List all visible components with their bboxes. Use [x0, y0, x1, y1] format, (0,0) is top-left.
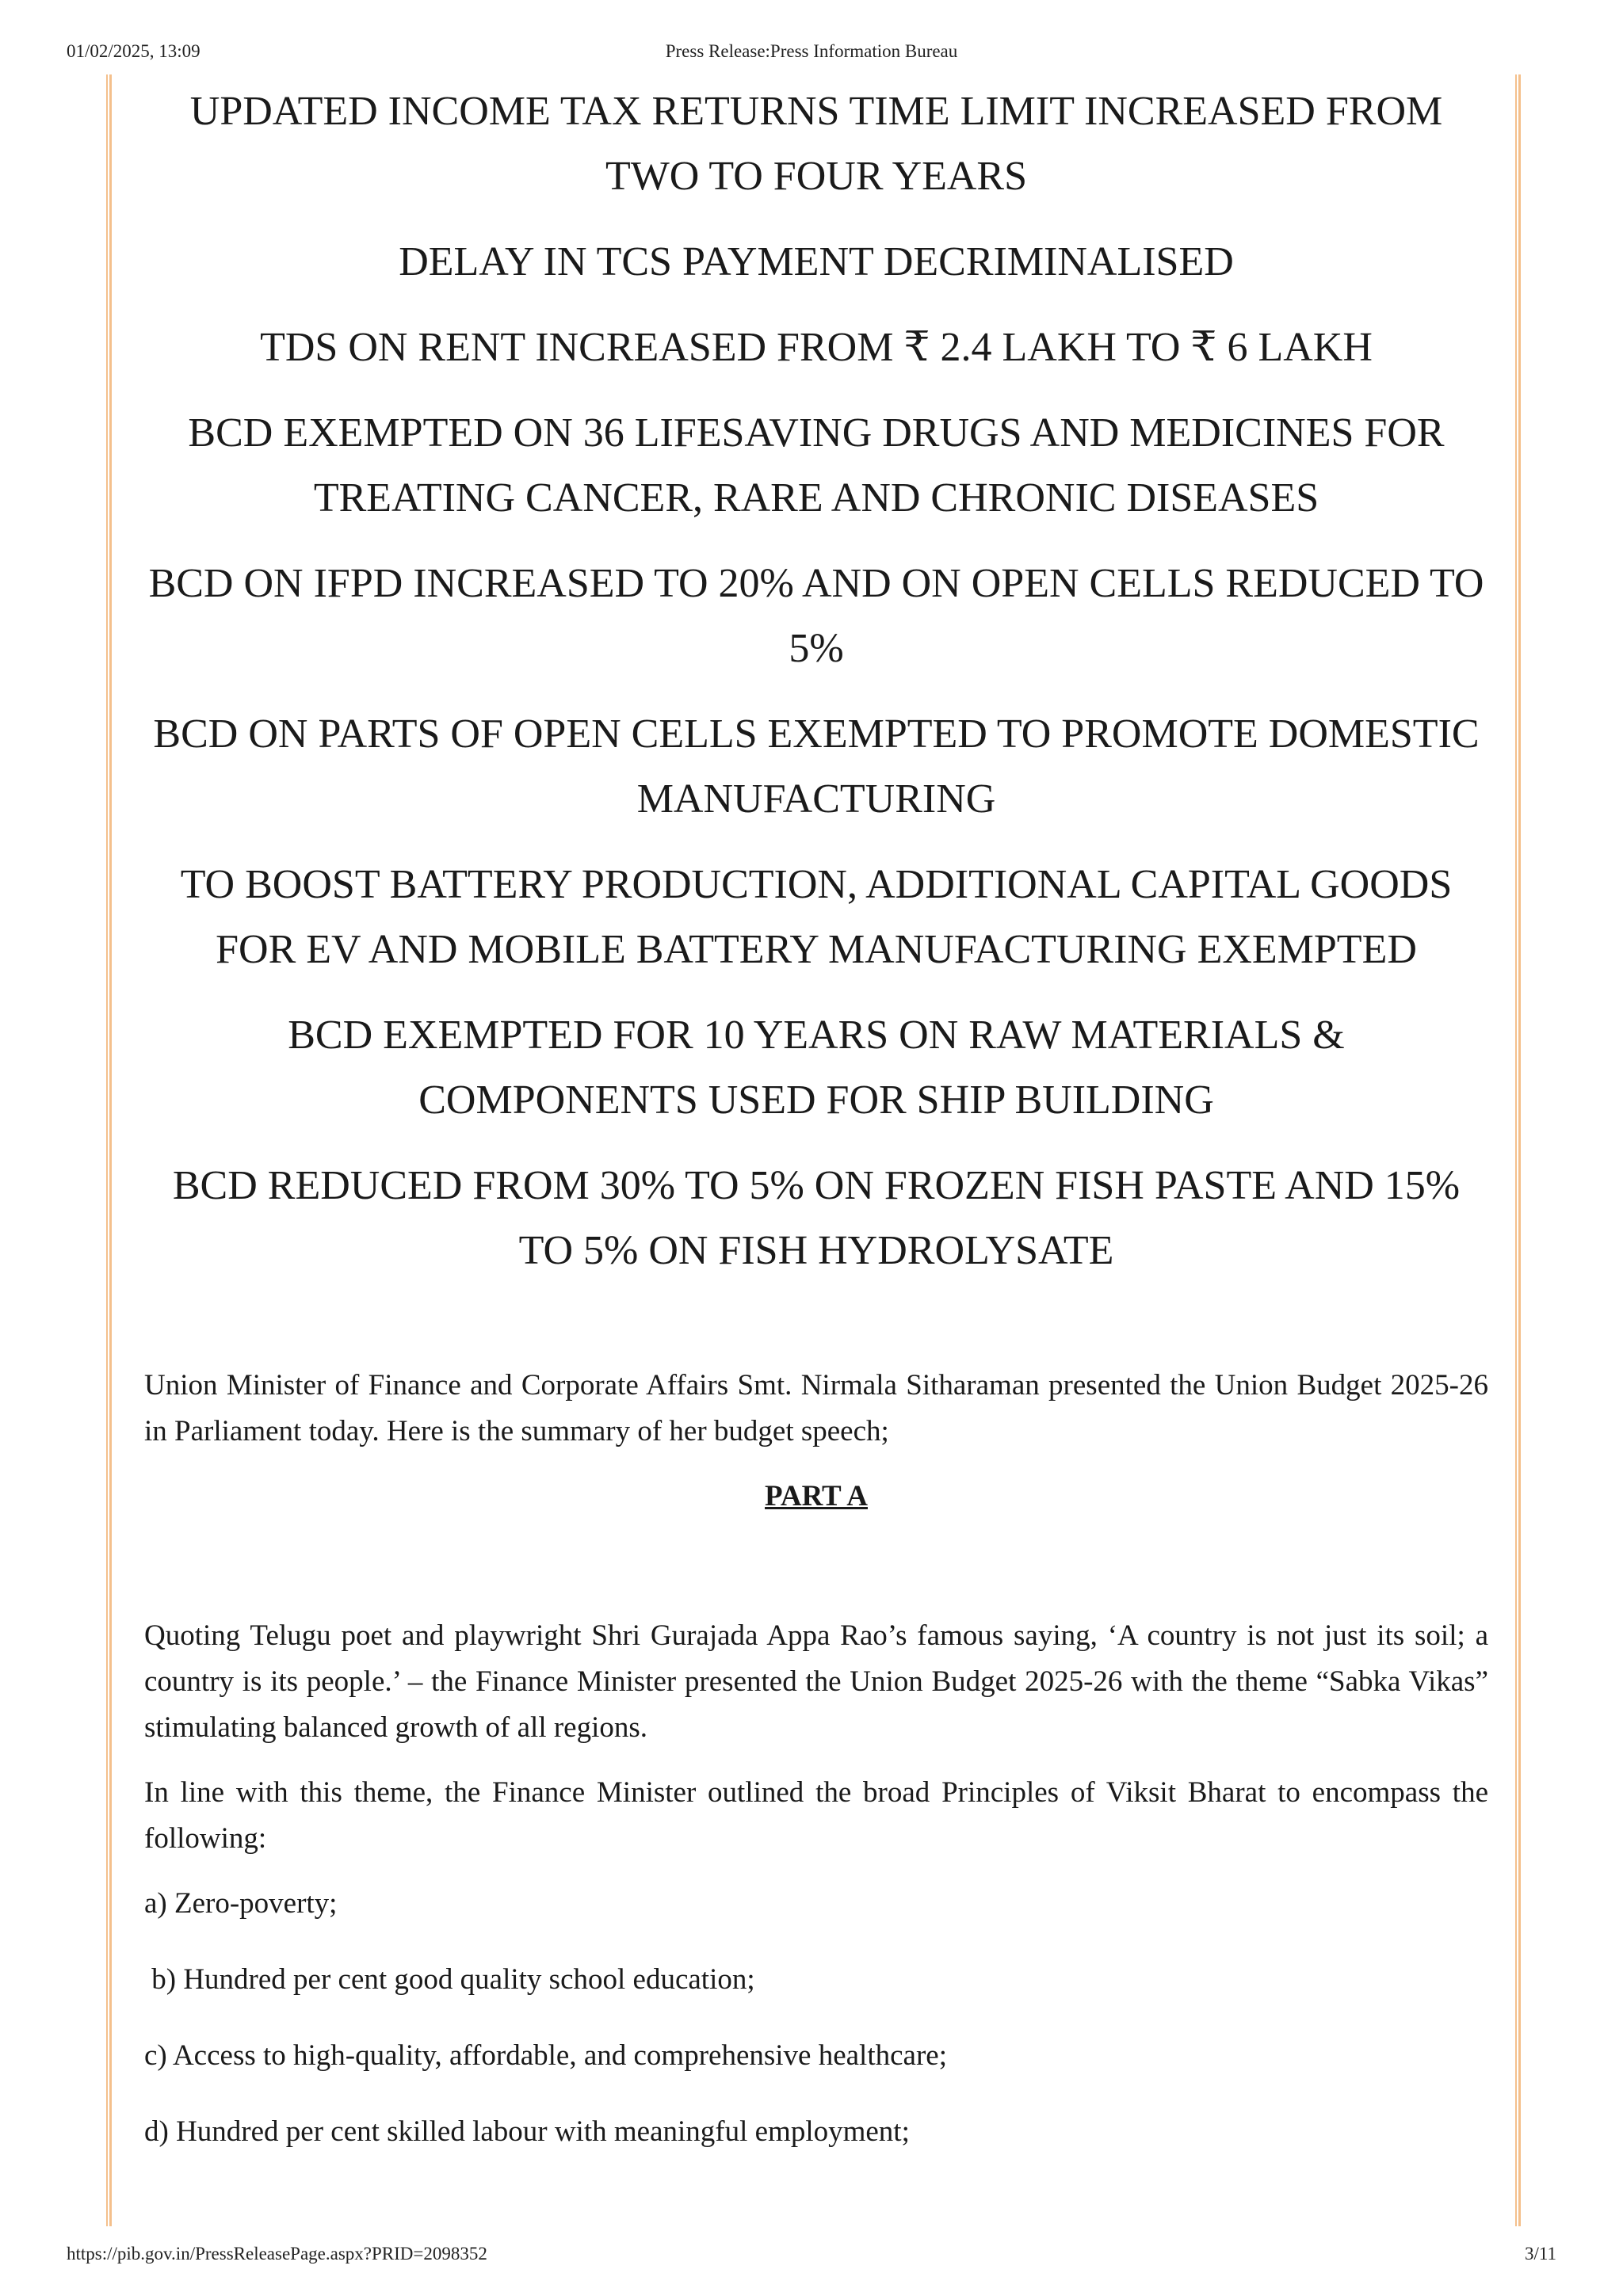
- headline: DELAY IN TCS PAYMENT DECRIMINALISED: [399, 239, 1234, 284]
- headline: BCD REDUCED FROM 30% TO 5% ON FROZEN FISH PASTE AND 15% TO 5% ON FISH HYDROLYSATE: [172, 1163, 1461, 1273]
- headline: TDS ON RENT INCREASED FROM ₹ 2.4 LAKH TO ₹ 6 LAKH: [260, 325, 1373, 370]
- list-item: b) Hundred per cent good quality school education;: [144, 1963, 755, 1996]
- print-footer: [67, 2244, 1556, 2271]
- intro-paragraph: Union Minister of Finance and Corporate Affairs Smt. Nirmala Sitharaman presented the Union Budget 2025-26 in Parliament today. Here is the summary of her budget speech;: [144, 1369, 1488, 1447]
- press-release-content: [144, 79, 1488, 2185]
- print-page-title: Press Release:Press Information Bureau: [665, 41, 958, 61]
- headline: BCD EXEMPTED FOR 10 YEARS ON RAW MATERIALS & COMPONENTS USED FOR SHIP BUILDING: [288, 1013, 1345, 1123]
- list-item: a) Zero-poverty;: [144, 1887, 338, 1920]
- headline: BCD EXEMPTED ON 36 LIFESAVING DRUGS AND MEDICINES FOR TREATING CANCER, RARE AND CHRONIC DISEASES: [188, 410, 1445, 521]
- list-item: d) Hundred per cent skilled labour with meaningful employment;: [144, 2115, 910, 2148]
- page-url: https://pib.gov.in/PressReleasePage.aspx?PRID=2098352: [67, 2244, 487, 2264]
- print-timestamp: 01/02/2025, 13:09: [67, 41, 200, 61]
- left-decorative-border: [106, 74, 112, 2226]
- section-title-part-a: PART A: [765, 1480, 868, 1512]
- headline: TO BOOST BATTERY PRODUCTION, ADDITIONAL CAPITAL GOODS FOR EV AND MOBILE BATTERY MANUFACTURING EXEMPTED: [180, 862, 1453, 972]
- headline: BCD ON PARTS OF OPEN CELLS EXEMPTED TO PROMOTE DOMESTIC MANUFACTURING: [153, 711, 1480, 822]
- print-header: [67, 41, 1556, 68]
- right-decorative-border: [1515, 74, 1521, 2226]
- quote-paragraph: Quoting Telugu poet and playwright Shri Gurajada Appa Rao’s famous saying, ‘A country is not just its soil; a country is its people.’ – the Finance Minister presented the Union Budget 2025-26 with the theme “Sabka Vikas” stimulating balanced growth of all regions.: [144, 1619, 1488, 1744]
- page-number: 3/11: [1524, 2244, 1556, 2264]
- principles-list: [144, 1881, 1488, 2155]
- headline: UPDATED INCOME TAX RETURNS TIME LIMIT INCREASED FROM TWO TO FOUR YEARS: [189, 89, 1443, 199]
- principles-paragraph: In line with this theme, the Finance Minister outlined the broad Principles of Viksit Bharat to encompass the following:: [144, 1776, 1488, 1855]
- headline-list: [144, 79, 1488, 1283]
- headline: BCD ON IFPD INCREASED TO 20% AND ON OPEN CELLS REDUCED TO 5%: [148, 561, 1484, 671]
- list-item: c) Access to high-quality, affordable, and comprehensive healthcare;: [144, 2039, 947, 2072]
